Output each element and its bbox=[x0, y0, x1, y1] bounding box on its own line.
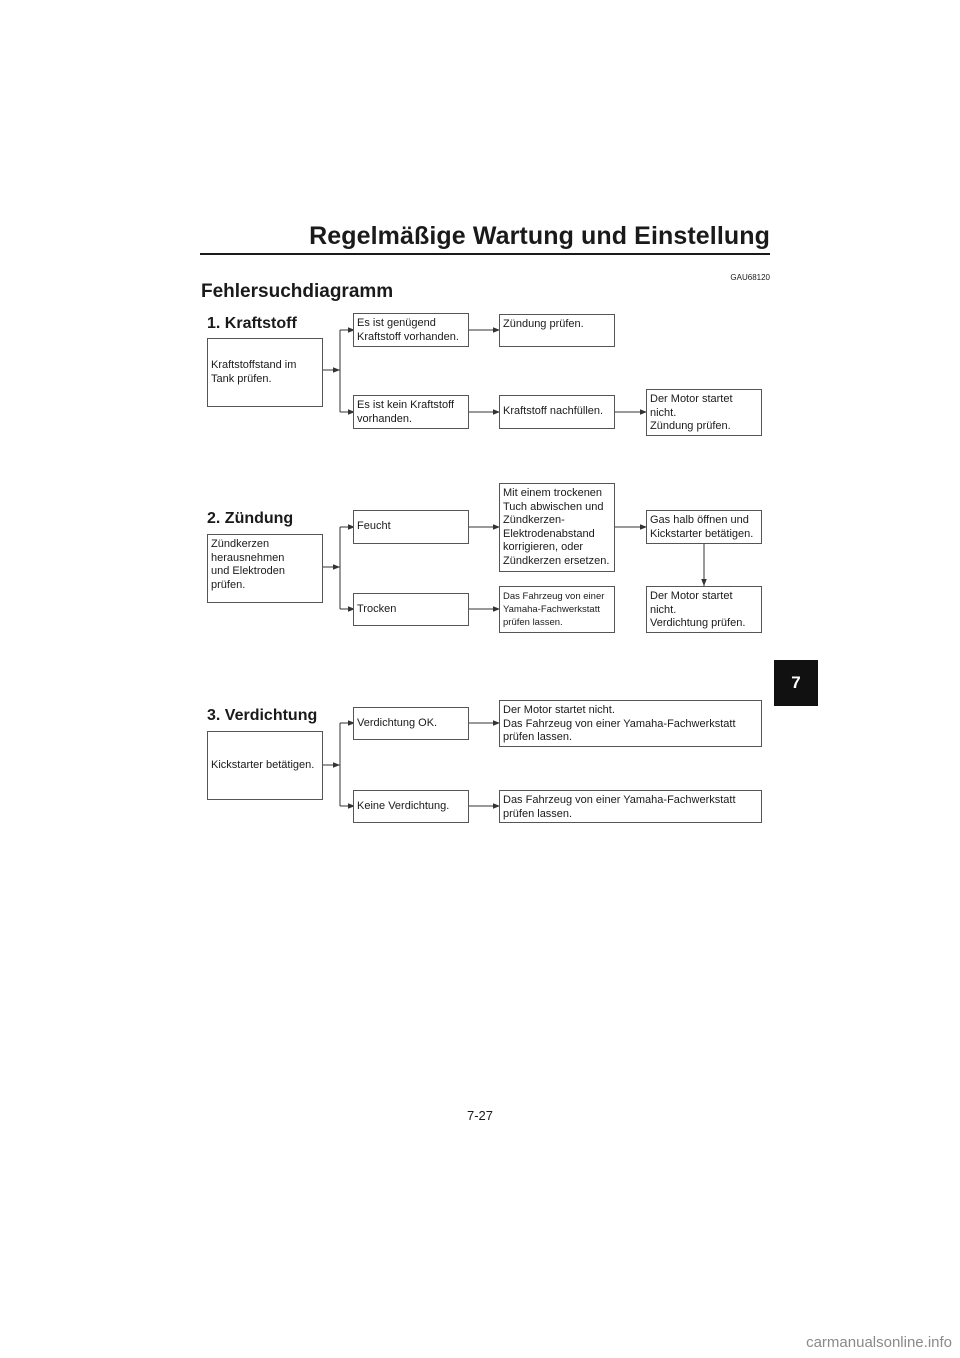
page-title: Regelmäßige Wartung und Einstellung bbox=[309, 222, 770, 250]
no-compression-box: Keine Verdichtung. bbox=[353, 790, 469, 823]
clean-plugs-box: Mit einem trockenen Tuch abwischen und Zündkerzen- Elektrodenabstand korrigieren, oder Zündkerzen ersetzen. bbox=[499, 483, 615, 572]
watermark: carmanualsonline.info bbox=[806, 1334, 952, 1351]
refuel-box: Kraftstoff nachfüllen. bbox=[499, 395, 615, 429]
half-throttle-kick-box: Gas halb öffnen und Kickstarter betätigen. bbox=[646, 510, 762, 544]
fuel-present-box: Es ist genügend Kraftstoff vorhanden. bbox=[353, 313, 469, 347]
compression-ok-box: Verdichtung OK. bbox=[353, 707, 469, 740]
section-title: Fehlersuchdiagramm bbox=[201, 281, 394, 302]
engine-not-start-ignition-box: Der Motor startet nicht. Zündung prüfen. bbox=[646, 389, 762, 436]
step-heading-fuel: 1. Kraftstoff bbox=[207, 315, 297, 332]
step-heading-ignition: 2. Zündung bbox=[207, 510, 294, 527]
engine-not-start-dealer-box: Der Motor startet nicht. Das Fahrzeug von einer Yamaha-Fachwerkstatt prüfen lassen. bbox=[499, 700, 762, 747]
kickstart-box: Kickstarter betätigen. bbox=[207, 731, 323, 800]
wet-box: Feucht bbox=[353, 510, 469, 544]
no-fuel-box: Es ist kein Kraftstoff vorhanden. bbox=[353, 395, 469, 429]
check-ignition-box: Zündung prüfen. bbox=[499, 314, 615, 347]
check-spark-plugs-box: Zündkerzen herausnehmen und Elektroden prüfen. bbox=[207, 534, 323, 603]
section-code: GAU68120 bbox=[730, 273, 770, 282]
dealer-check-box-compression: Das Fahrzeug von einer Yamaha-Fachwerkstatt prüfen lassen. bbox=[499, 790, 762, 823]
chapter-tab: 7 bbox=[774, 660, 818, 706]
page-number: 7-27 bbox=[466, 1108, 494, 1123]
dry-box: Trocken bbox=[353, 593, 469, 626]
engine-not-start-compression-box: Der Motor startet nicht. Verdichtung prüfen. bbox=[646, 586, 762, 633]
check-fuel-box: Kraftstoffstand im Tank prüfen. bbox=[207, 338, 323, 407]
dealer-check-box-ignition: Das Fahrzeug von einer Yamaha-Fachwerkstatt prüfen lassen. bbox=[499, 586, 615, 633]
step-heading-compression: 3. Verdichtung bbox=[207, 707, 318, 724]
